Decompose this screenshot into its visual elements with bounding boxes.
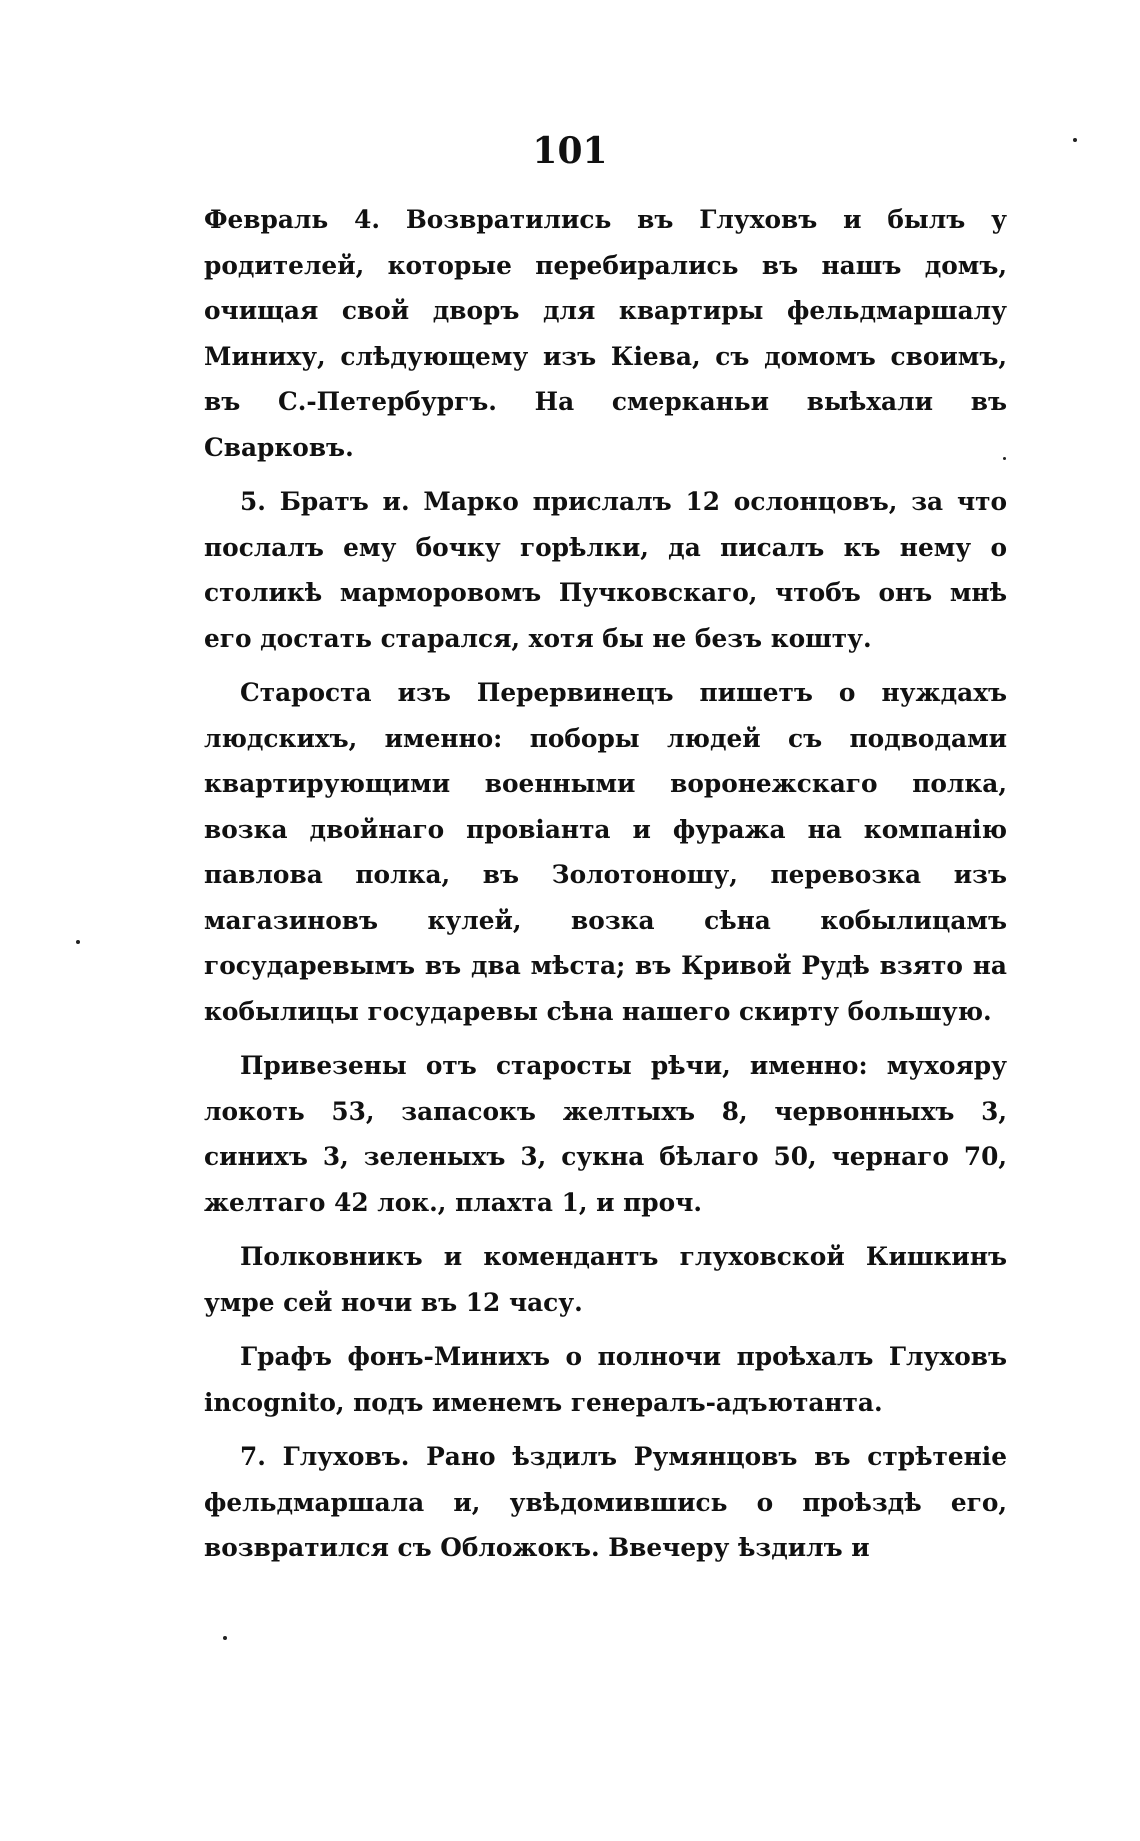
scan-speck [76, 940, 80, 944]
paragraph-feb-5: 5. Братъ и. Марко прислалъ 12 ослонцовъ, за что послалъ ему бочку горѣлки, да писалъ къ нему о столикѣ марморовомъ Пучковскаго, чтобъ онъ мнѣ его достать старался, хотя бы не безъ кошту. [204, 487, 1007, 653]
paragraph-graf: Графъ фонъ-Минихъ о полночи проѣхалъ Глуховъ incognito, подъ именемъ генералъ-адъютанта. [204, 1342, 1007, 1417]
paragraph-starosta: Староста изъ Перервинецъ пишетъ о нуждахъ людскихъ, именно: поборы людей съ подводами квартирующими военными воронежскаго полка, возка двойнаго провіанта и фуража на компанію павлова полка, въ Золотоношу, перевозка изъ магазиновъ кулей, возка сѣна кобылицамъ государевымъ въ два мѣста; въ Кривой Рудѣ взято на кобылицы государевы сѣна нашего скирту большую. [204, 678, 1007, 1026]
page-number: 101 [532, 130, 608, 172]
paragraph-feb-7: 7. Глуховъ. Рано ѣздилъ Румянцовъ въ стрѣтеніе фельдмаршала и, увѣдомившись о проѣздѣ его, возвратился съ Обложокъ. Ввечеру ѣздилъ и [204, 1442, 1007, 1562]
scan-speck [1073, 138, 1077, 142]
paragraph-privezeny: Привезены отъ старосты рѣчи, именно: мухояру локоть 53, запасокъ желтыхъ 8, червонныхъ 3, синихъ 3, зеленыхъ 3, сукна бѣлаго 50, чернаго 70, желтаго 42 лок., плахта 1, и проч. [204, 1051, 1007, 1217]
paragraph-feb-4: Февраль 4. Возвратились въ Глуховъ и былъ у родителей, которые перебирались въ нашъ домъ, очищая свой дворъ для квартиры фельдмаршалу Миниху, слѣдующему изъ Кіева, съ домомъ своимъ, въ С.-Петербургъ. На смерканьи выѣхали въ Сварковъ. [204, 205, 1007, 462]
scan-speck [223, 1636, 227, 1640]
scan-speck [1003, 457, 1006, 460]
page-body-text [204, 197, 1007, 1575]
paragraph-polkovnik: Полковникъ и комендантъ глуховской Кишкинъ умре сей ночи въ 12 часу. [204, 1242, 1007, 1317]
